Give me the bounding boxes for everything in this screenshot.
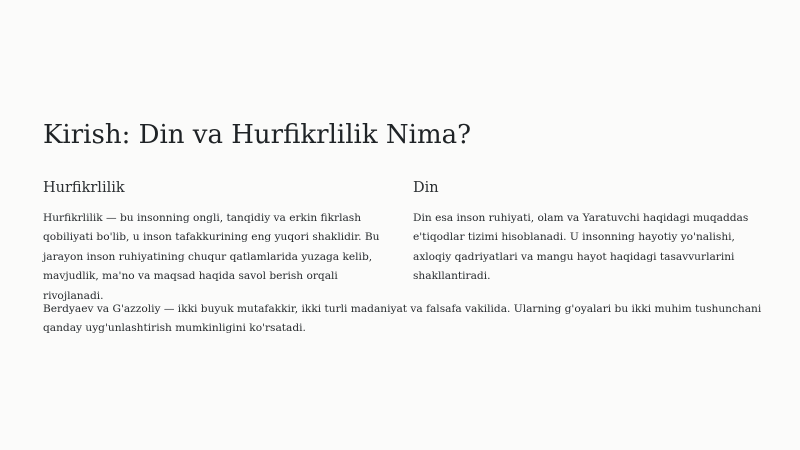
slide-title: Kirish: Din va Hurfikrlilik Nima?: [43, 120, 472, 150]
column-body-hurfikrlilik: Hurfikrlilik — bu insonning ongli, tanqidiy va erkin fikrlash qobiliyati bo'lib, u inson tafakkurining eng yuqori shaklidir. Bu jarayon inson ruhiyatining chuqur qatlamlarida yuzaga kelib, mavjudlik, ma'no va maqsad haqida savol berish orqali rivojlanadi.: [43, 212, 380, 302]
column-body-din: Din esa inson ruhiyati, olam va Yaratuvchi haqidagi muqaddas e'tiqodlar tizimi hisoblanadi. U insonning hayotiy yo'nalishi, axloqiy qadriyatlari va mangu hayot haqidagi tasavvurlarini shakllantiradi.: [413, 212, 749, 283]
column-heading-din: Din: [413, 180, 439, 196]
summary-paragraph: Berdyaev va G'azzoliy — ikki buyuk mutafakkir, ikki turli madaniyat va falsafa vakilida. Ularning g'oyalari bu ikki muhim tushunchani qanday uyg'unlashtirish mumkinligini ko'rsatadi.: [43, 303, 762, 335]
column-hurfikrlilik: [43, 178, 388, 306]
column-heading-hurfikrlilik: Hurfikrlilik: [43, 180, 125, 196]
column-din: [413, 178, 758, 287]
